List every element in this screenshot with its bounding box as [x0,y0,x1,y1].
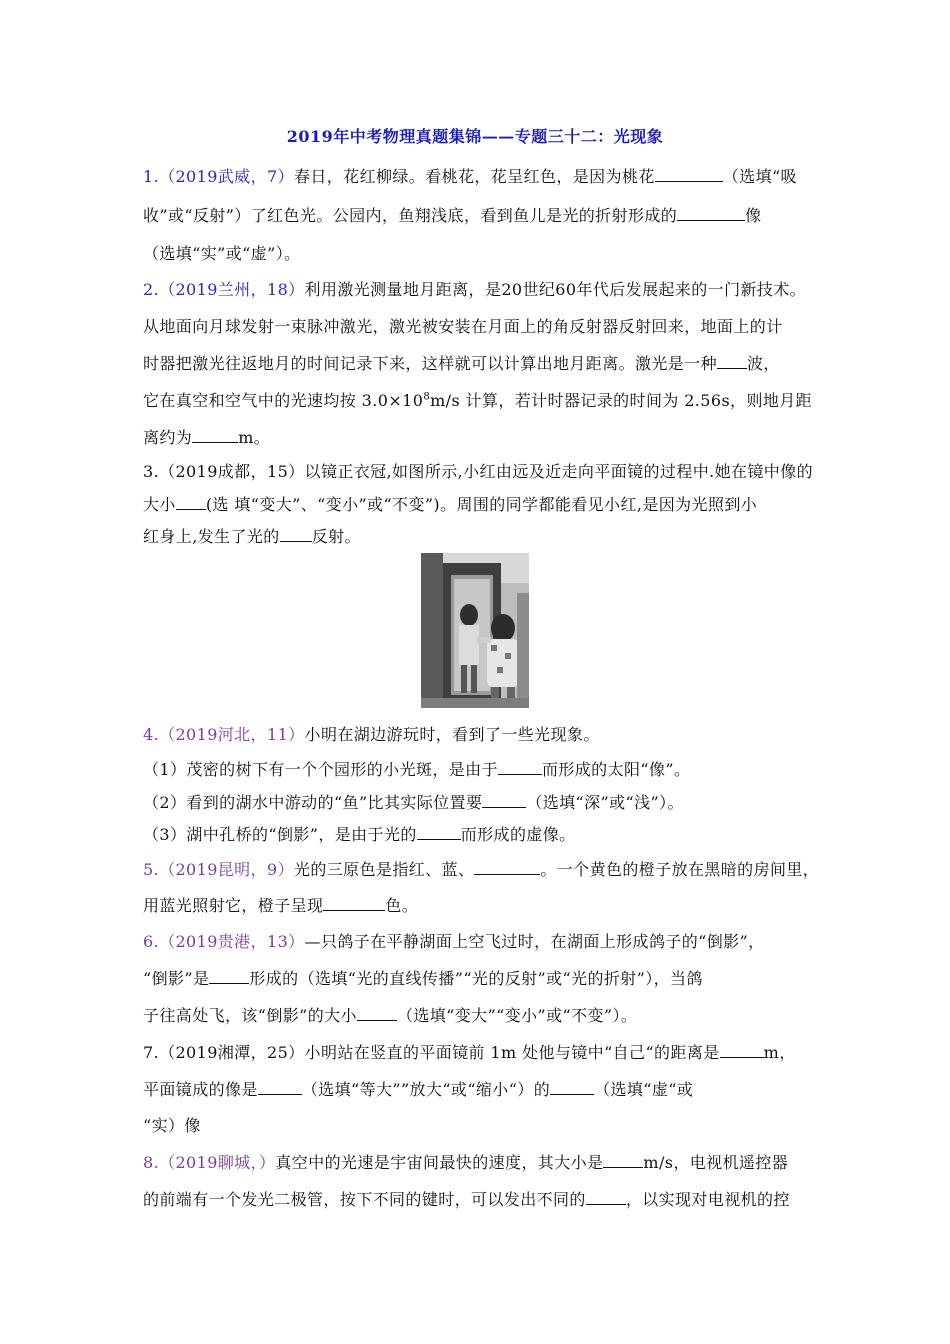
q2-blank-2[interactable] [192,428,238,443]
q3-blank-1[interactable] [176,495,206,510]
mirror-photo [421,553,529,708]
q5-blank-2[interactable] [323,896,385,911]
q2-line-3: 时器把激光往返地月的时间记录下来，这样就可以计算出地月距离。激光是一种 波， [143,354,780,373]
q7-line-1: 7.（2019湘潭，25）小明站在竖直的平面镜前 1m 处他与镜中“自己“的距离是 m， [143,1043,796,1062]
q1-blank-1[interactable] [655,167,723,182]
q8-line-2: 的前端有一个发光二极管，按下不同的键时，可以发出不同的 ，以实现对电视机的控 [143,1190,790,1209]
q6-source: 6.（2019贵港，13） [143,932,305,951]
q6-line-2: “倒影”是 形成的（选填“光的直线传播”“光的反射”或“光的折射”），当鸽 [143,969,703,988]
q1-source: 1.（2019武威，7） [143,167,294,186]
q6-blank-1[interactable] [209,969,249,984]
q7-blank-2[interactable] [258,1080,302,1095]
q8-line-1: 8.（2019聊城，）真空中的光速是宇宙间最快的速度，其大小是 m/s，电视机遥控器 [143,1153,789,1172]
q4-sub-2: （2）看到的湖水中游动的“鱼”比其实际位置要 （选填“深”或“浅”）。 [143,793,684,812]
q6-blank-2[interactable] [357,1006,397,1021]
q8-source: 8.（2019聊城，） [143,1153,276,1172]
q4-sub-3: （3）湖中孔桥的“倒影”，是由于光的 而形成的虚像。 [143,825,576,844]
q4-blank-3[interactable] [417,825,461,840]
q3-source: 3.（2019成都，15） [143,462,305,481]
q5-line-1: 5.（2019昆明，9）光的三原色是指红、蓝、 。一个黄色的橙子放在黑暗的房间里， [143,860,820,879]
q1-line-3: （选填“实”或“虚”）。 [143,244,301,263]
q3-line-1: 3.（2019成都，15）以镜正衣冠,如图所示,小红由远及近走向平面镜的过程中.她在镜中像的 [143,462,814,481]
q4-sub-1: （1）茂密的树下有一个个园形的小光斑，是由于 而形成的太阳“像”。 [143,760,691,779]
mirror-photo-image [421,553,529,708]
q6-line-3: 子往高处飞，该“倒影”的大小 （选填“变大”“变小”或“不变”）。 [143,1006,638,1025]
q7-line-2: 平面镜成的像是 （选填“等大””放大“或“缩小“）的 （选填“虚“或 [143,1080,694,1099]
q3-blank-2[interactable] [280,527,312,542]
q6-line-1: 6.（2019贵港，13）—只鸽子在平静湖面上空飞过时，在湖面上形成鸽子的“倒影”， [143,932,765,951]
q4-source: 4.（2019河北，11） [143,725,305,744]
q1-blank-2[interactable] [677,206,745,221]
q1-line-1: 1.（2019武威，7）春日，花红柳绿。看桃花，花呈红色，是因为桃花 （选填“吸 [143,167,797,186]
q2-line-4: 它在真空和空气中的光速均按 $3.0\times 10^8m/s$ 计算，若计时器记录的时间为 2.56s，则地月距 [143,391,813,410]
q8-blank-1[interactable] [603,1153,643,1168]
q5-source: 5.（2019昆明，9） [143,860,294,879]
q4-line-1: 4.（2019河北，11）小明在湖边游玩时，看到了一些光现象。 [143,725,600,744]
q2-blank-1[interactable] [717,354,747,369]
q2-line-1: 2.（2019兰州，18）利用激光测量地月距离，是20世纪60年代后发展起来的一门新技术。 [143,280,807,299]
q7-blank-1[interactable] [720,1043,764,1058]
q3-line-2: 大小 (选 填“变大”、“变小”或“不变”)。周围的同学都能看见小红,是因为光照到小 [143,495,758,514]
q2-line-2: 从地面向月球发射一束脉冲激光，激光被安装在月面上的角反射器反射回来，地面上的计 [143,317,783,336]
q7-line-3: “实）像 [143,1116,201,1135]
q1-line-2: 收”或“反射”）了红色光。公园内，鱼翔浅底，看到鱼儿是光的折射形成的 像 [143,206,762,225]
q7-source: 7.（2019湘潭，25） [143,1043,305,1062]
q4-blank-1[interactable] [498,760,542,775]
q5-line-2: 用蓝光照射它，橙子呈现 色。 [143,896,419,915]
q2-source: 2.（2019兰州，18） [143,280,305,299]
q4-blank-2[interactable] [482,793,526,808]
page-title: 2019年中考物理真题集锦——专题三十二：光现象 [286,127,664,146]
q7-blank-3[interactable] [550,1080,594,1095]
q2-line-5: 离约为 m。 [143,428,271,447]
q3-line-3: 红身上,发生了光的 反射。 [143,527,361,546]
q8-blank-2[interactable] [586,1190,626,1205]
q5-blank-1[interactable] [474,860,540,875]
